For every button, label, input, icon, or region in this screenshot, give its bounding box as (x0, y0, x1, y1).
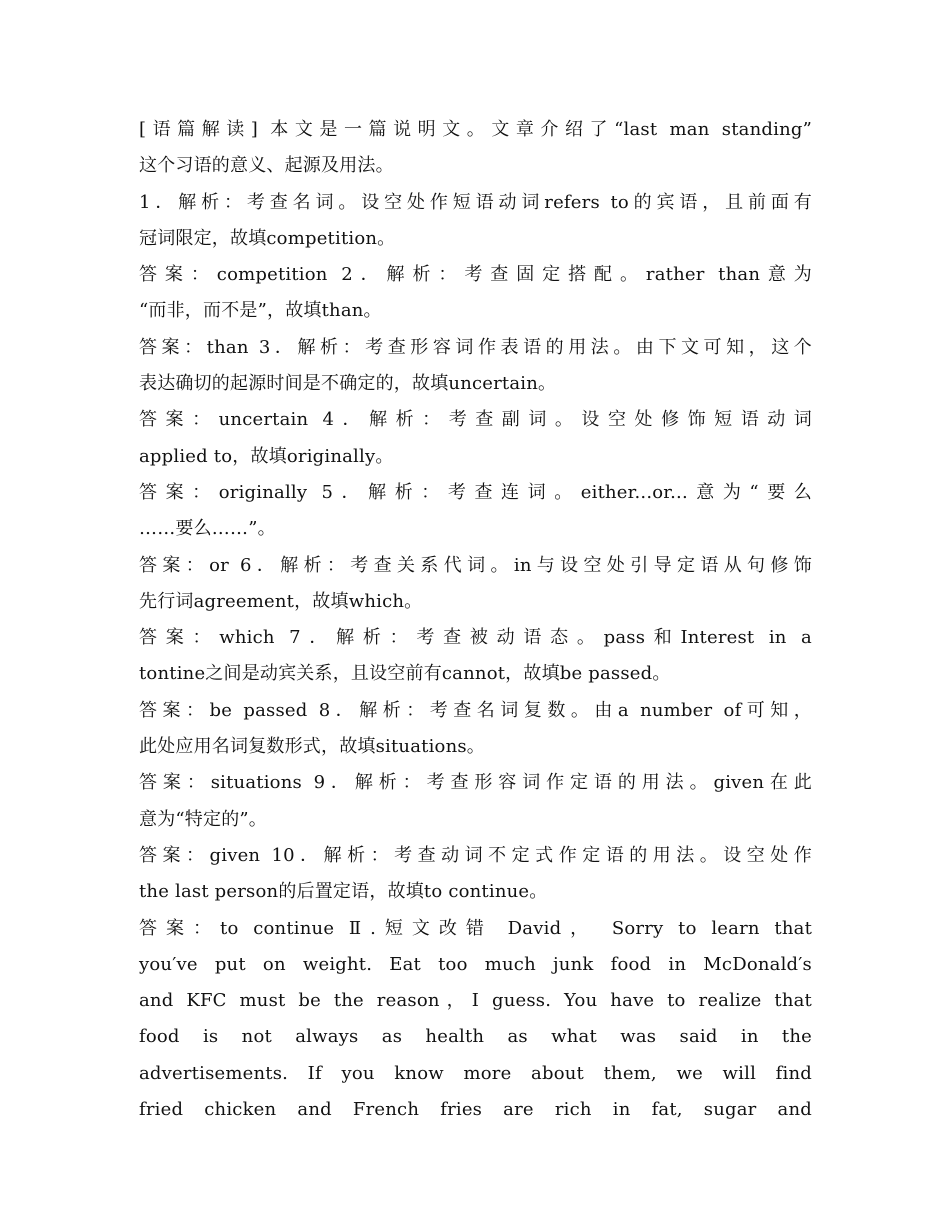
text-line: 冠词限定，故填competition。 (139, 227, 396, 249)
text-line: and KFC must be the reason，I guess. You have to realize that (139, 990, 812, 1012)
text-line: 答案：than 3．解析：考查形容词作表语的用法。由下文可知，这个 (139, 336, 812, 358)
answer-text-body (139, 112, 812, 1128)
text-line: the last person的后置定语，故填to continue。 (139, 881, 548, 903)
text-line: 此处应用名词复数形式，故填situations。 (139, 736, 486, 758)
text-line: 1．解析：考查名词。设空处作短语动词refers to的宾语，且前面有 (139, 191, 812, 213)
text-line: 答案：uncertain 4．解析：考查副词。设空处修饰短语动词 (139, 409, 812, 431)
text-line: 答案：or 6．解析：考查关系代词。in与设空处引导定语从句修饰 (139, 554, 812, 576)
text-line: 答案：given 10．解析：考查动词不定式作定语的用法。设空处作 (139, 844, 812, 866)
text-line: 答案：situations 9．解析：考查形容词作定语的用法。given在此 (139, 772, 812, 794)
text-line: 答案：to continue Ⅱ.短文改错 David， Sorry to learn that (139, 917, 812, 939)
text-line: 答案：competition 2．解析：考查固定搭配。rather than意为 (139, 264, 812, 286)
text-line: 先行词agreement，故填which。 (139, 590, 423, 612)
text-line: 答案：be passed 8．解析：考查名词复数。由a number of可知， (139, 699, 812, 721)
text-line: 这个习语的意义、起源及用法。 (139, 155, 394, 177)
text-line: fried chicken and French fries are rich in fat, sugar and (139, 1099, 812, 1121)
text-line: 答案：originally 5．解析：考查连词。either...or...意为“要么 (139, 481, 812, 503)
text-line: 答案：which 7．解析：考查被动语态。pass和Interest in a (139, 627, 812, 649)
text-line: applied to，故填originally。 (139, 445, 394, 467)
text-line: you′ve put on weight. Eat too much junk food in McDonald′s (139, 953, 812, 975)
text-line: advertisements. If you know more about them, we will find (139, 1062, 812, 1084)
text-line: ……要么……”。 (139, 518, 276, 540)
text-line: 意为“特定的”。 (139, 808, 268, 830)
text-line: [语篇解读] 本文是一篇说明文。文章介绍了“last man standing” (139, 119, 812, 140)
text-line: food is not always as health as what was said in the (139, 1026, 812, 1048)
text-line: “而非，而不是”，故填than。 (139, 300, 382, 322)
text-line: 表达确切的起源时间是不确定的，故填uncertain。 (139, 373, 557, 395)
text-line: tontine之间是动宾关系，且设空前有cannot，故填be passed。 (139, 663, 671, 685)
